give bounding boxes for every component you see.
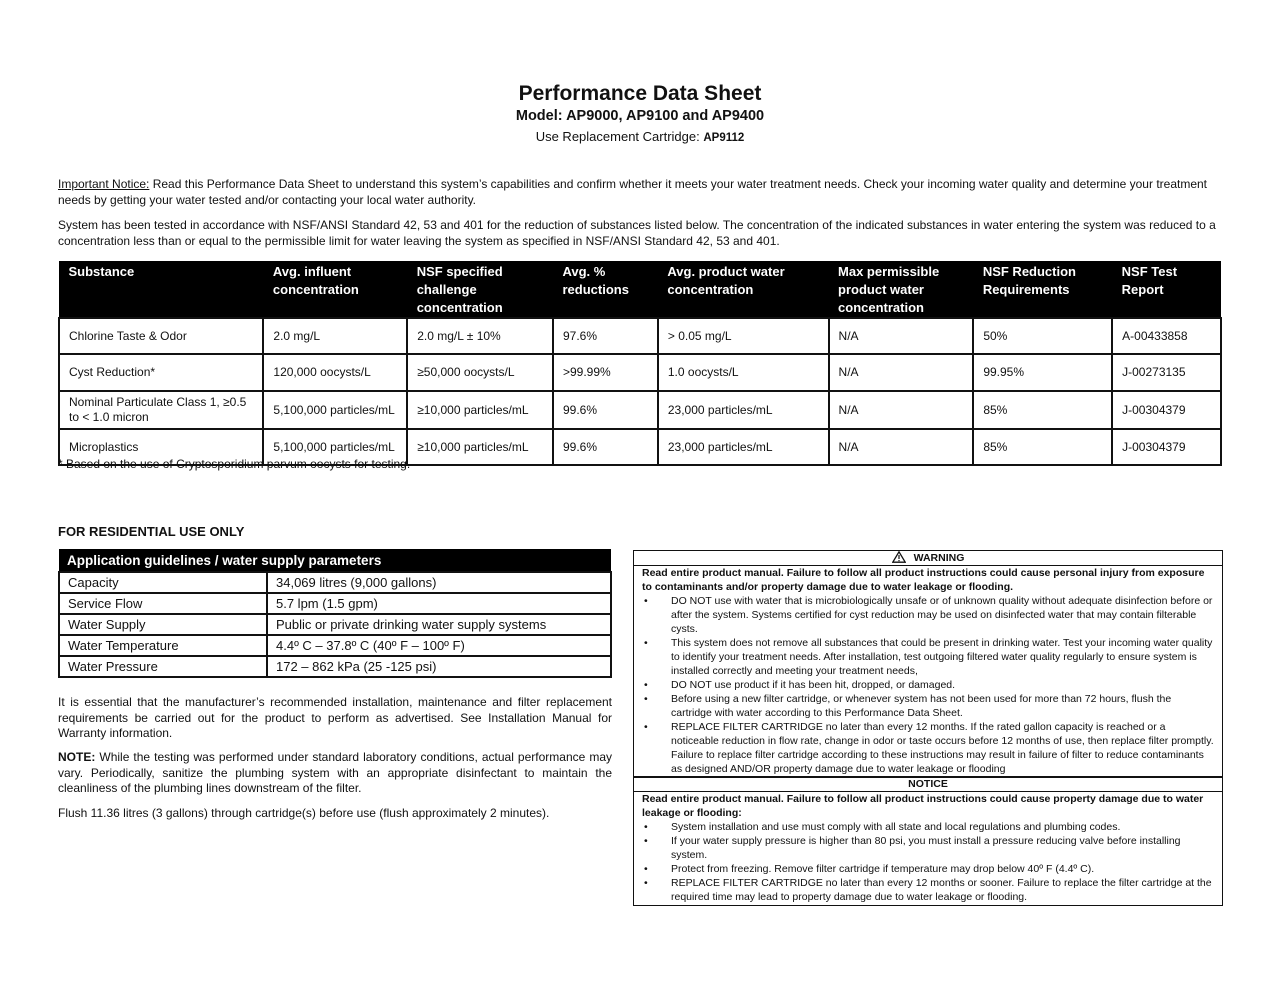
list-item: • DO NOT use product if it has been hit, dropped, or damaged. bbox=[671, 678, 1214, 692]
cartridge-line bbox=[0, 129, 1280, 144]
col-header: Avg. influent concentration bbox=[263, 261, 407, 318]
table-cell: N/A bbox=[829, 354, 974, 391]
table-cell: 50% bbox=[973, 318, 1112, 354]
table-cell: Microplastics bbox=[59, 429, 263, 465]
performance-table bbox=[58, 261, 1222, 466]
list-item: • Protect from freezing. Remove filter cartridge if temperature may drop below 40º F (4.4º C). bbox=[671, 862, 1214, 876]
table-cell: ≥50,000 oocysts/L bbox=[407, 354, 553, 391]
warning-list bbox=[634, 594, 1222, 776]
table-row bbox=[59, 572, 611, 593]
table-row bbox=[59, 354, 1221, 391]
col-header: Avg. % reductions bbox=[553, 261, 658, 318]
col-header: Avg. product water concentration bbox=[658, 261, 829, 318]
table-cell: Nominal Particulate Class 1, ≥0.5 to < 1.0 micron bbox=[59, 391, 263, 429]
table-cell: 5,100,000 particles/mL bbox=[263, 391, 407, 429]
table-cell: J-00273135 bbox=[1112, 354, 1221, 391]
list-item: • This system does not remove all substances that could be present in drinking water. Test your incoming water quality to identify your treatment needs. After installation, test outgoing filtered water quality regularly to ensure system is installed correctly and meeting your treatment needs, bbox=[671, 636, 1214, 678]
notice-lead: Read entire product manual. Failure to follow all product instructions could cause property damage due to water leakage or flooding: bbox=[642, 793, 1204, 819]
table-cell: J-00304379 bbox=[1112, 391, 1221, 429]
param-value: 5.7 lpm (1.5 gpm) bbox=[267, 593, 611, 614]
table-cell: 97.6% bbox=[553, 318, 658, 354]
table-cell: 23,000 particles/mL bbox=[658, 391, 829, 429]
note-label: NOTE: bbox=[58, 750, 96, 764]
table-cell: 2.0 mg/L ± 10% bbox=[407, 318, 553, 354]
warning-title: WARNING bbox=[913, 552, 965, 564]
page-title: Performance Data Sheet bbox=[518, 82, 762, 105]
table-cell: Cyst Reduction* bbox=[59, 354, 263, 391]
col-header: Max permissible product water concentration bbox=[829, 261, 974, 318]
important-notice-label: Important Notice: bbox=[58, 177, 150, 191]
table-cell: 85% bbox=[973, 391, 1112, 429]
model-line: Model: AP9000, AP9100 and AP9400 bbox=[515, 108, 765, 124]
param-name: Capacity bbox=[59, 572, 267, 593]
essential-paragraph: It is essential that the manufacturer’s recommended installation, maintenance and filter replacement requirements be carried out for the product to perform as advertised. See Installation Manual for Warranty information. bbox=[58, 695, 612, 740]
col-header: NSF specified challenge concentration bbox=[407, 261, 553, 318]
cartridge-label: Use Replacement Cartridge: bbox=[535, 129, 700, 144]
table-row bbox=[59, 614, 611, 635]
table-cell: 2.0 mg/L bbox=[263, 318, 407, 354]
table-cell: ≥10,000 particles/mL bbox=[407, 391, 553, 429]
table-cell: N/A bbox=[829, 429, 974, 465]
table-cell: Chlorine Taste & Odor bbox=[59, 318, 263, 354]
table-row bbox=[59, 593, 611, 614]
col-header: NSF Reduction Requirements bbox=[973, 261, 1112, 318]
param-value: 172 – 862 kPa (25 -125 psi) bbox=[267, 656, 611, 677]
param-value: 34,069 litres (9,000 gallons) bbox=[267, 572, 611, 593]
table-cell: N/A bbox=[829, 391, 974, 429]
application-guidelines-header: Application guidelines / water supply parameters bbox=[59, 549, 611, 572]
list-item: • REPLACE FILTER CARTRIDGE no later than every 12 months. If the rated gallon capacity is reached or a noticeable reduction in flow rate, change in odor or taste occurs before 12 months of use, then replace filter promptly. Failure to replace filter cartridge according to these instructions may result in failure of filter to reduce contaminants as designed AND/OR property damage due to water leakage or flooding bbox=[671, 720, 1214, 776]
table-footnote: * Based on the use of Cryptosporidium parvum oocysts for testing. bbox=[58, 457, 411, 471]
warning-lead: Read entire product manual. Failure to follow all product instructions could cause personal injury from exposure to contaminants and/or property damage due to water leakage or flooding. bbox=[642, 567, 1205, 593]
table-cell: ≥10,000 particles/mL bbox=[407, 429, 553, 465]
list-item: • DO NOT use with water that is microbiologically unsafe or of unknown quality without adequate disinfection before or after the system. Systems certified for cyst reduction may be used on disinfected water that may contain filterable cysts. bbox=[671, 594, 1214, 636]
warning-triangle-icon bbox=[892, 551, 906, 567]
table-cell: 99.6% bbox=[553, 391, 658, 429]
table-cell: 5,100,000 particles/mL bbox=[263, 429, 407, 465]
list-item: • System installation and use must comply with all state and local regulations and plumbing codes. bbox=[671, 820, 1214, 834]
param-name: Water Pressure bbox=[59, 656, 267, 677]
list-item: • REPLACE FILTER CARTRIDGE no later than every 12 months or sooner. Failure to replace the filter cartridge at the required time may lead to property damage due to water leakage or flooding. bbox=[671, 876, 1214, 904]
table-row bbox=[59, 656, 611, 677]
notice-box bbox=[633, 776, 1223, 906]
param-value: Public or private drinking water supply systems bbox=[267, 614, 611, 635]
notice-list bbox=[634, 820, 1222, 904]
note-text: While the testing was performed under standard laboratory conditions, actual performance may vary. Periodically, sanitize the plumbing system with an appropriate disinfectant to maintain the cleanliness of the plumbing lines downstream of the filter. bbox=[58, 750, 612, 795]
col-header: Substance bbox=[59, 261, 263, 318]
param-name: Water Supply bbox=[59, 614, 267, 635]
application-guidelines-table bbox=[58, 549, 612, 678]
list-item: • If your water supply pressure is higher than 80 psi, you must install a pressure reducing valve before installing system. bbox=[671, 834, 1214, 862]
tested-paragraph: System has been tested in accordance with NSF/ANSI Standard 42, 53 and 401 for the reduction of substances listed below. The concentration of the indicated substances in water entering the system was reduced to a concentration less than or equal to the permissible limit for water leaving the system as specified in NSF/ANSI Standard 42, 53 and 401. bbox=[58, 218, 1216, 248]
flush-paragraph: Flush 11.36 litres (3 gallons) through cartridge(s) before use (flush approximately 2 minutes). bbox=[58, 806, 550, 820]
col-header: NSF Test Report bbox=[1112, 261, 1221, 318]
table-cell: > 0.05 mg/L bbox=[658, 318, 829, 354]
table-cell: J-00304379 bbox=[1112, 429, 1221, 465]
table-cell: >99.99% bbox=[553, 354, 658, 391]
notice-header: NOTICE bbox=[634, 777, 1222, 792]
table-row bbox=[59, 635, 611, 656]
table-row bbox=[59, 391, 1221, 429]
warning-header bbox=[634, 551, 1222, 566]
table-cell: N/A bbox=[829, 318, 974, 354]
table-cell: 120,000 oocysts/L bbox=[263, 354, 407, 391]
important-notice-text: Read this Performance Data Sheet to understand this system’s capabilities and confirm whether it meets your water treatment needs. Check your incoming water quality and determine your treatment needs by getting your water tested and/or contacting your local water authority. bbox=[58, 177, 1208, 207]
param-value: 4.4º C – 37.8º C (40º F – 100º F) bbox=[267, 635, 611, 656]
param-name: Water Temperature bbox=[59, 635, 267, 656]
residential-heading: FOR RESIDENTIAL USE ONLY bbox=[58, 524, 245, 539]
performance-table-header bbox=[59, 261, 1221, 318]
table-cell: 1.0 oocysts/L bbox=[658, 354, 829, 391]
param-name: Service Flow bbox=[59, 593, 267, 614]
cartridge-code: AP9112 bbox=[703, 132, 745, 144]
warning-box bbox=[633, 550, 1223, 778]
table-cell: 23,000 particles/mL bbox=[658, 429, 829, 465]
table-cell: 99.95% bbox=[973, 354, 1112, 391]
note-paragraph bbox=[58, 750, 612, 797]
important-notice bbox=[58, 176, 1222, 208]
table-cell: A-00433858 bbox=[1112, 318, 1221, 354]
table-cell: 85% bbox=[973, 429, 1112, 465]
table-cell: 99.6% bbox=[553, 429, 658, 465]
list-item: • Before using a new filter cartridge, or whenever system has not been used for more than 72 hours, flush the cartridge with water according to this Performance Data Sheet. bbox=[671, 692, 1214, 720]
table-row bbox=[59, 318, 1221, 354]
